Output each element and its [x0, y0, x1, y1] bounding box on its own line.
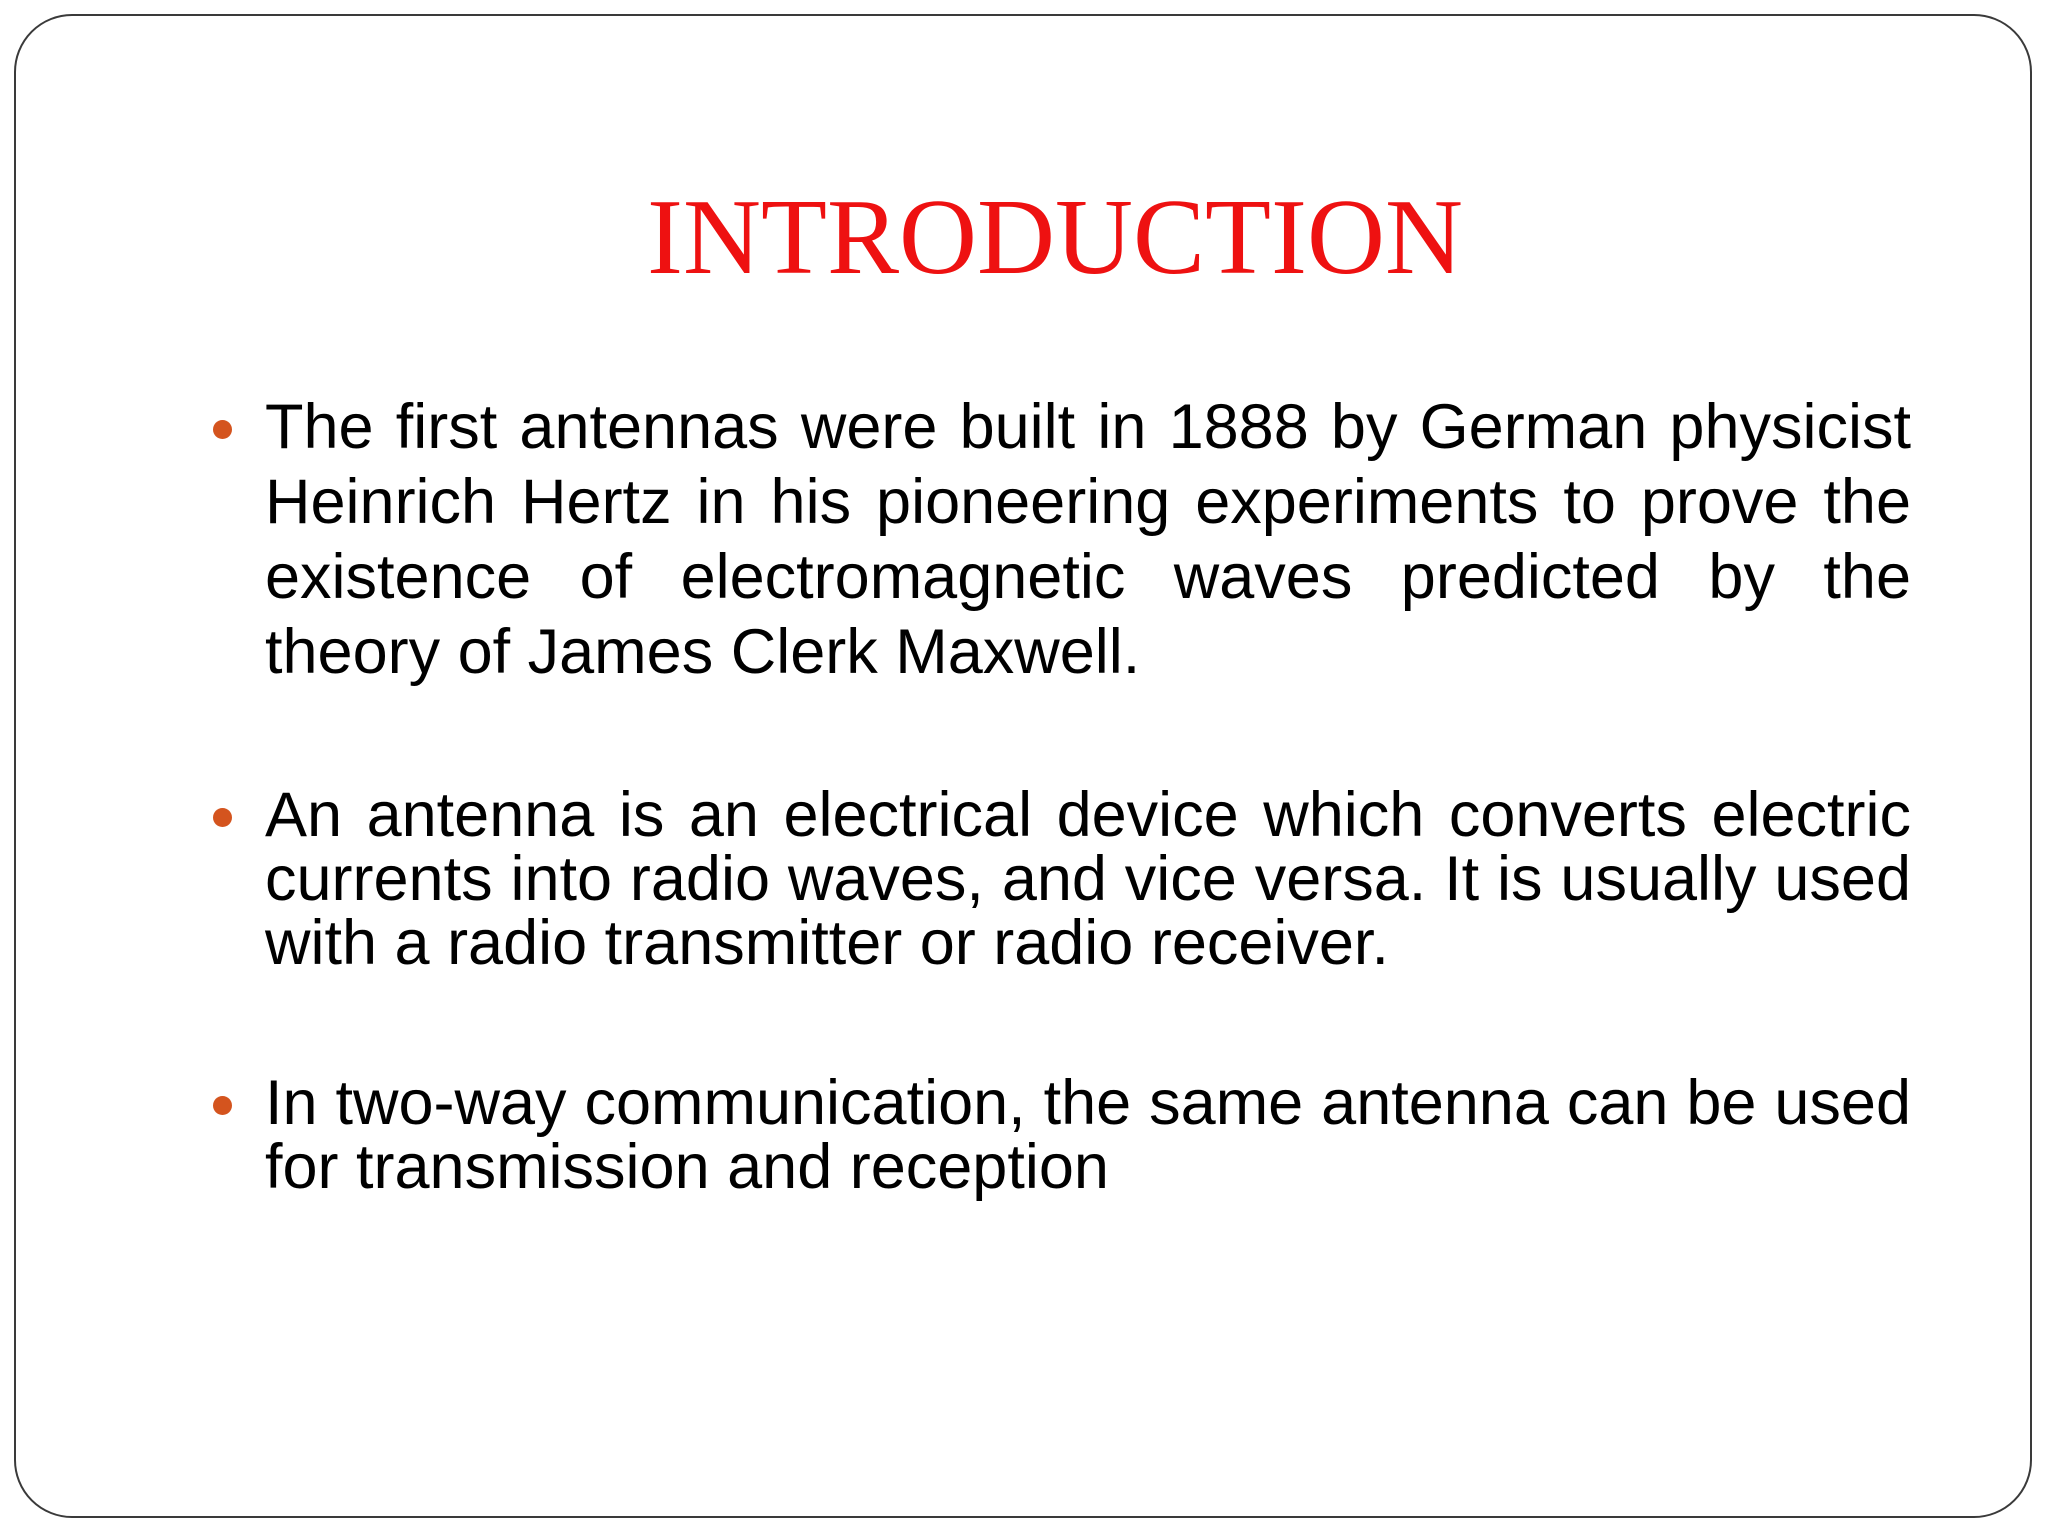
bullet-list: [191, 390, 1911, 1202]
bullet-item: [191, 780, 1911, 978]
bullet-dot-icon: [213, 1096, 232, 1115]
bullet-dot-icon: [213, 420, 232, 439]
bullet-text: An antenna is an electrical device which converts electric currents into radio waves, and vice versa. It is usually used with a radio transmitter or radio receiver.: [265, 780, 1911, 978]
bullet-item: [191, 1068, 1911, 1202]
slide-frame: [14, 14, 2032, 1518]
bullet-text: In two-way communication, the same antenna can be used for transmission and reception: [265, 1068, 1911, 1202]
slide-title: INTRODUCTION: [647, 178, 1463, 297]
bullet-text: The first antennas were built in 1888 by German physicist Heinrich Hertz in his pioneering experiments to prove the existence of electromagnetic waves predicted by the theory of James Clerk Maxwell.: [265, 392, 1911, 687]
bullet-item: [191, 390, 1911, 690]
bullet-dot-icon: [213, 808, 232, 827]
